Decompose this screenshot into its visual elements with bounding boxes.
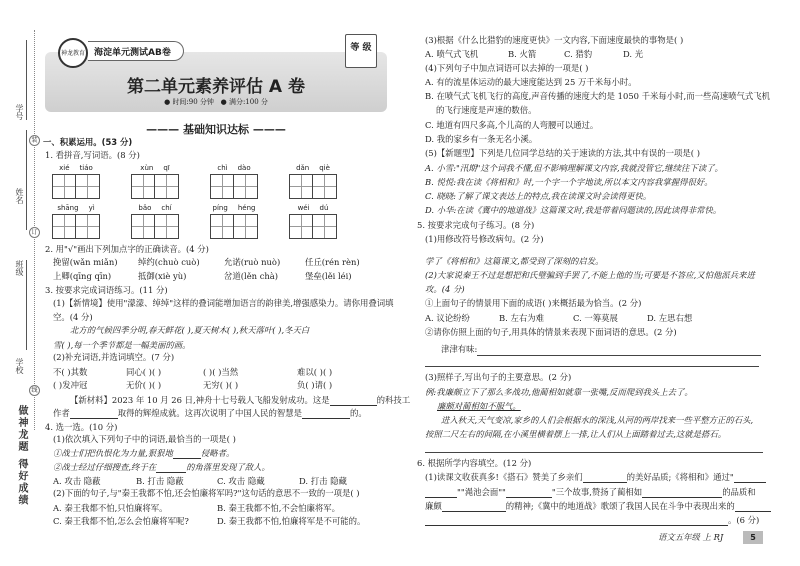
char-box[interactable] bbox=[53, 175, 76, 198]
material-line: 【新材料】2023 年 10 月 26 日,神舟十七号载人飞船发射成功。这是 的科技工 bbox=[70, 395, 411, 405]
word-blank[interactable]: 不( )其数 bbox=[53, 367, 88, 377]
q6-line: ""渑池会面"" "三个故事,赞扬了蔺相如 的品质和 bbox=[425, 487, 756, 498]
answer-line[interactable] bbox=[425, 366, 759, 367]
student-id-label: 学号 bbox=[15, 104, 24, 120]
pinyin-box: shāng yì bbox=[52, 204, 100, 239]
q3-text: (2)补充词语,并选词填空。(7 分) bbox=[53, 352, 175, 362]
answer-blank[interactable] bbox=[425, 489, 457, 498]
answer-blank[interactable] bbox=[506, 489, 552, 498]
logo: 神龙教育 bbox=[58, 38, 88, 68]
example-sentence: 例:我廉颇立下了那么多战功,他蔺相如就靠一张嘴,反而爬到我头上去了。 bbox=[425, 387, 693, 397]
q6-line: 廉颇 的精神;《冀中的地道战》歌颂了我国人民在斗争中表现出来的 bbox=[425, 501, 771, 512]
char-box[interactable] bbox=[211, 215, 234, 238]
choice-option[interactable]: A. 秦王我都不怕,只怕廉将军。 bbox=[53, 503, 168, 513]
char-box[interactable] bbox=[132, 175, 155, 198]
q1-stem: 1. 看拼音,写词语。(8 分) bbox=[45, 150, 140, 160]
q5-stem: 5. 按要求完成句子练习。(8 分) bbox=[417, 220, 535, 230]
word-blank[interactable]: ( )发冲冠 bbox=[53, 380, 88, 390]
example-answer: 廉颇对蔺相如不服气。 bbox=[437, 401, 521, 411]
word-blank[interactable]: ( )( )当然 bbox=[203, 367, 239, 377]
word-prompt: 津津有味: bbox=[441, 344, 478, 354]
q4-sentence: ①战士们把仇恨化为力量,狠狠地 侵略者。 bbox=[53, 448, 235, 458]
q3-passage: 雪( ),每一个季节都是一幅美丽的画。 bbox=[53, 340, 191, 350]
choice-option[interactable]: C. 一筹莫展 bbox=[573, 313, 618, 323]
word-blank[interactable]: 无穷( )( ) bbox=[203, 380, 239, 390]
word-blank[interactable]: 负( )请( ) bbox=[297, 380, 333, 390]
answer-blank[interactable] bbox=[302, 410, 350, 419]
divider bbox=[26, 40, 27, 120]
q2-stem: 2. 用"√"画出下列加点字的正确读音。(4 分) bbox=[45, 244, 209, 254]
reading-option[interactable]: 挽留(wǎn miǎn) bbox=[53, 257, 118, 267]
q5-sentence: (2)大家说秦王不过是想把和氏璧骗到手罢了,不能上他的当;可要是不答应,又怕他派兵来进 bbox=[425, 270, 755, 280]
pinyin-box: chì dào bbox=[210, 164, 258, 199]
passage-line: 按照二尺左右的间隔,在小溪里横着摆上一排,让人们从上面踏着过去,这就是搭石。 bbox=[425, 429, 727, 439]
q3-text: (1)【新情境】使用"濛濛、绰绰"这样的叠词能增加语言的韵律美,增强感染力。请你用叠词填 bbox=[53, 298, 394, 308]
page-title: 第二单元素养评估 A 卷 bbox=[127, 77, 305, 97]
class-label: 班级 bbox=[15, 260, 24, 276]
answer-blank[interactable] bbox=[70, 410, 118, 419]
choice-option[interactable]: D. 光 bbox=[623, 49, 644, 59]
series-name: 海淀单元测试AB卷 bbox=[88, 41, 184, 61]
grade-box: 等 级 bbox=[345, 34, 377, 68]
choice-option[interactable]: A. 议论纷纷 bbox=[425, 313, 470, 323]
divider bbox=[26, 130, 27, 230]
char-box[interactable] bbox=[234, 175, 257, 198]
answer-blank[interactable] bbox=[583, 474, 627, 483]
choice-option[interactable]: B. 悦悦:我在读《将相和》时,一个字一个字地读,所以本文内容我掌握得很好。 bbox=[425, 177, 713, 187]
choice-option[interactable]: B. 在喷气式飞机飞行的高度,声音传播的速度大约是 1050 千米每小时,而一些高速喷气式飞机 bbox=[425, 91, 770, 101]
choice-option[interactable]: C. 晓晓:了解了课文表达上的特点,我在读课文时会读得更快。 bbox=[425, 191, 652, 201]
choice-option[interactable]: C. 猎豹 bbox=[564, 49, 593, 59]
char-box[interactable] bbox=[76, 175, 99, 198]
reading-option[interactable]: 允诺(ruò nuò) bbox=[224, 257, 281, 267]
q4-stem: 4. 选一选。(10 分) bbox=[45, 422, 118, 432]
pinyin-box: xié tiáo bbox=[52, 164, 100, 199]
choice-option[interactable]: C. 攻击 隐藏 bbox=[217, 476, 265, 486]
char-box[interactable] bbox=[290, 175, 313, 198]
choice-option[interactable]: C. 地道有四尺多高,个儿高的人弯腰可以通过。 bbox=[425, 120, 599, 130]
binding-circle: 线 bbox=[29, 385, 40, 396]
q4-sentence: ②战士经过仔细搜查,终于在 的角落里发现了敌人。 bbox=[53, 462, 270, 472]
choice-option[interactable]: A. 攻击 隐蔽 bbox=[53, 476, 101, 486]
q4-text: (3)根据《什么比猎豹的速度更快》一文内容,下面速度最快的事物是( ) bbox=[425, 35, 684, 45]
q4-text: (2)下面的句子,与"秦王我都不怕,还会怕廉将军吗?"这句话的意思不一致的一项是( ) bbox=[53, 488, 360, 498]
school-label: 学校 bbox=[15, 358, 24, 374]
q5-sentence: 学了《将相和》这篇课文,都受到了深刻的启发。 bbox=[425, 256, 604, 266]
answer-blank[interactable] bbox=[734, 474, 766, 483]
divider bbox=[26, 260, 27, 350]
answer-blank[interactable] bbox=[735, 503, 771, 512]
binding-circle: 装 bbox=[29, 135, 40, 146]
section-label: 基础知识达标 bbox=[183, 123, 249, 136]
footer-subject: 语文五年级 上 RJ bbox=[658, 532, 724, 542]
choice-option[interactable]: D. 打击 隐藏 bbox=[299, 476, 347, 486]
q6-stem: 6. 根据所学内容填空。(12 分) bbox=[417, 458, 532, 468]
binding-circle: 订 bbox=[29, 227, 40, 238]
answer-line[interactable] bbox=[477, 355, 761, 356]
char-box[interactable] bbox=[234, 215, 257, 238]
choice-option[interactable]: D. 我的家乡有一条无名小溪。 bbox=[425, 134, 538, 144]
q5-text: (1)用修改符号修改病句。(2 分) bbox=[425, 234, 544, 244]
choice-option[interactable]: B. 打击 隐蔽 bbox=[136, 476, 184, 486]
reading-option[interactable]: 上卿(qīng qīn) bbox=[53, 271, 112, 281]
choice-option[interactable]: A. 有的流星体运动的最大速度能达到 25 万千米每小时。 bbox=[425, 77, 637, 87]
char-box[interactable] bbox=[132, 215, 155, 238]
char-box[interactable] bbox=[313, 215, 336, 238]
q4-text: (4)下列句子中加点词语可以去掉的一项是( ) bbox=[425, 63, 589, 73]
q4-text: (1)依次填入下列句子中的词语,最恰当的一项是( ) bbox=[53, 434, 236, 444]
choice-option[interactable]: B. 左右为难 bbox=[499, 313, 544, 323]
q5-text: ②请你仿照上面的句子,用具体的情景来表现下面词语的意思。(2 分) bbox=[425, 327, 677, 337]
char-box[interactable] bbox=[290, 215, 313, 238]
pinyin-box: píng héng bbox=[210, 204, 258, 239]
choice-option[interactable]: B. 秦王我都不怕,不会怕廉将军。 bbox=[217, 503, 341, 513]
char-box[interactable] bbox=[53, 215, 76, 238]
time-limit: 时间:90 分钟 bbox=[172, 98, 214, 106]
reading-option[interactable]: 任丘(rén rèn) bbox=[305, 257, 360, 267]
page-number: 5 bbox=[743, 531, 763, 544]
choice-option[interactable]: A. 小雪:"汛期"这个词我不懂,但不影响理解课文内容,我就没管它,继续往下读了。 bbox=[425, 163, 723, 173]
answer-blank[interactable] bbox=[425, 517, 728, 526]
q4-text: (5)【新题型】下列是几位同学总结的关于速读的方法,其中有误的一项是( ) bbox=[425, 148, 700, 158]
answer-blank[interactable] bbox=[173, 450, 201, 459]
passage-line: 进入秋天,天气变凉,家乡的人们会根据水的深浅,从河的两岸找来一些平整方正的石头, bbox=[441, 415, 754, 425]
char-box[interactable] bbox=[76, 215, 99, 238]
char-box[interactable] bbox=[155, 175, 178, 198]
pinyin-box: bǎo chí bbox=[131, 204, 179, 239]
q5-sentence: 攻。(4 分) bbox=[425, 284, 465, 294]
full-score: 满分:100 分 bbox=[228, 98, 268, 106]
answer-blank[interactable] bbox=[642, 489, 722, 498]
choice-option[interactable]: D. 秦王我都不怕,怕廉将军是不可能的。 bbox=[217, 516, 366, 526]
q3-text: 空。(4 分) bbox=[53, 312, 93, 322]
choice-option[interactable]: C. 秦王我都不怕,怎么会怕廉将军呢? bbox=[53, 516, 189, 526]
answer-blank[interactable] bbox=[442, 503, 506, 512]
q5-text: (3)照样子,写出句子的主要意思。(2 分) bbox=[425, 372, 572, 382]
slogan: 做神龙题 得好成绩 bbox=[16, 405, 27, 507]
section-title: ——— 基础知识达标 ——— bbox=[146, 123, 286, 136]
choice-option-cont: 的飞行速度是声速的数倍。 bbox=[436, 105, 537, 115]
reading-option[interactable]: 堡垒(lěi léi) bbox=[305, 271, 352, 281]
name-label: 姓名 bbox=[15, 188, 24, 204]
q6-line: (1)读课文收获真多!《搭石》赞美了乡亲们 的美好品质;《将相和》通过" bbox=[425, 472, 766, 483]
reading-option[interactable]: 岔道(lěn chà) bbox=[224, 271, 279, 281]
word-blank[interactable]: 难以( )( ) bbox=[297, 367, 333, 377]
answer-line[interactable] bbox=[425, 452, 763, 453]
choice-option[interactable]: B. 火箭 bbox=[508, 49, 537, 59]
answer-blank[interactable] bbox=[156, 464, 186, 473]
q5-text: ①上面句子的情景用下面的成语( )来概括最为恰当。(2 分) bbox=[425, 298, 642, 308]
pinyin-box: xùn qī bbox=[131, 164, 179, 199]
reading-option[interactable]: 抵御(xiè yù) bbox=[138, 271, 187, 281]
word-blank[interactable]: 无价( )( ) bbox=[126, 380, 162, 390]
exam-meta: ● 时间:90 分钟 ● 满分:100 分 bbox=[164, 98, 268, 106]
reading-option[interactable]: 绰约(chuò cuò) bbox=[138, 257, 200, 267]
q3-stem: 3. 按要求完成词语练习。(11 分) bbox=[45, 285, 168, 295]
q3-passage: 北方的气候四季分明,春天鲜花( ),夏天树木( ),秋天落叶( ),冬天白 bbox=[70, 325, 310, 335]
pinyin-box: wéi dú bbox=[289, 204, 337, 239]
choice-option[interactable]: D. 小华:在读《冀中的地道战》这篇课文时,我是带着问题读的,因此读得非常快。 bbox=[425, 205, 722, 215]
word-blank[interactable]: 同心( )( ) bbox=[126, 367, 162, 377]
material-line: 作者 取得的辉煌成就。这再次说明了中国人民的智慧是 的。 bbox=[53, 408, 367, 418]
char-box[interactable] bbox=[313, 175, 336, 198]
choice-option[interactable]: D. 左思右想 bbox=[647, 313, 693, 323]
pinyin-box: dǎn qiè bbox=[289, 164, 337, 199]
answer-blank[interactable] bbox=[330, 397, 377, 406]
char-box[interactable] bbox=[155, 215, 178, 238]
char-box[interactable] bbox=[211, 175, 234, 198]
q6-line: 。(6 分) bbox=[425, 515, 759, 526]
choice-option[interactable]: A. 喷气式飞机 bbox=[425, 49, 479, 59]
part-heading: 一、积累运用。(53 分) bbox=[43, 137, 133, 147]
